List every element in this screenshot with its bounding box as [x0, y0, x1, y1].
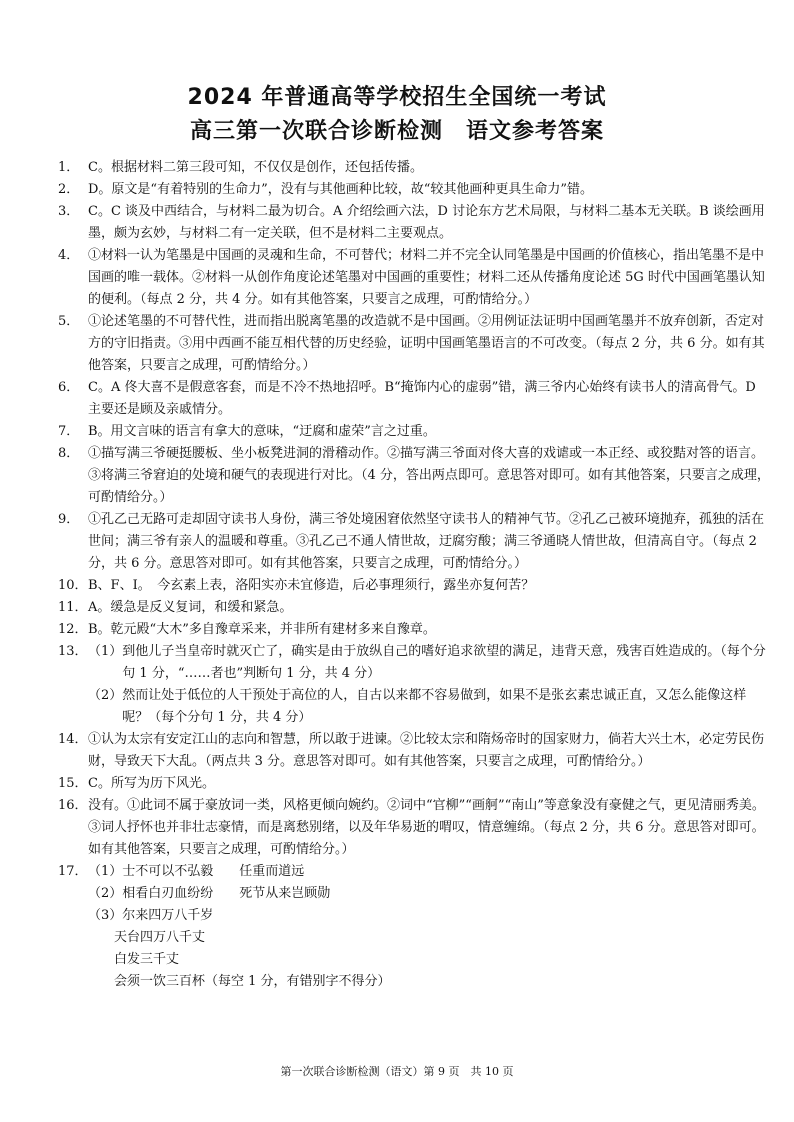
answer-item [58, 201, 770, 245]
answer-number: 12． [58, 622, 88, 637]
part-text: 然而让处于低位的人干预处于高位的人，自古以来都不容易做到，如果不是张玄素忠诚正直，又怎么能像这样呢？（每个分句 1 分，共 4 分） [122, 688, 747, 725]
part-label: （3） [88, 908, 123, 923]
answer-text: C。A 佟大喜不是假意客套，而是不冷不热地招呼。B“掩饰内心的虚弱”错，满三爷内心始终有读书人的清高骨气。D 主要还是顾及亲戚情分。 [88, 380, 756, 417]
answer-item [58, 157, 770, 179]
answer-number: 11． [58, 600, 88, 615]
answer-number: 15． [58, 776, 88, 791]
blank-answer: 白发三千丈 [114, 952, 180, 967]
answer-item [58, 773, 770, 795]
answer-number: 3． [58, 204, 80, 219]
answer-item-17 [58, 861, 770, 993]
answer-number: 13． [58, 644, 88, 659]
part-label: （2） [88, 886, 123, 901]
answer-number: 10． [58, 578, 88, 593]
answer-item [58, 311, 770, 377]
answer-item [58, 179, 770, 201]
blank-answer: 相看白刃血纷纷 [122, 886, 214, 901]
answer-number: 1． [58, 160, 80, 175]
answer-text: ①材料一认为笔墨是中国画的灵魂和生命，不可替代；材料二并不完全认同笔墨是中国画的价值核心，指出笔墨不是中国画的唯一载体。②材料一从创作角度论述笔墨对中国画的重要性；材料二还从传播角度论述 5G 时代中国画笔墨认知的便利。（每点 2 分，共 4 分。如有其他答案，只要言之成理，可酌情给分。） [88, 248, 765, 307]
answer-item [58, 619, 770, 641]
answer-number: 14． [58, 732, 88, 747]
answer-item [58, 421, 770, 443]
answer-number: 6． [58, 380, 80, 395]
answer-item-13 [58, 641, 770, 729]
answer-item [58, 377, 770, 421]
doc-subtitle: 高三第一次联合诊断检测 语文参考答案 [189, 119, 604, 144]
answer-item [58, 443, 770, 509]
answer-item [58, 575, 770, 597]
answer-item [58, 509, 770, 575]
blank-answer: 死节从来岂顾勋 [239, 886, 331, 901]
part-text: 到他儿子当皇帝时就灭亡了，确实是由于放纵自己的嗜好追求欲望的满足，违背天意，残害百姓造成的。（每个分句 1 分，“……者也”判断句 1 分，共 4 分） [122, 644, 766, 681]
answer-number: 17． [58, 864, 88, 879]
answer-text: D。原文是“有着特别的生命力”，没有与其他画种比较，故“较其他画种更具生命力”错。 [88, 182, 594, 197]
answer-text: ①孔乙己无路可走却固守读书人身份，满三爷处境困窘依然坚守读书人的精神气节。②孔乙己被环境抛弃，孤独的活在世间；满三爷有亲人的温暖和尊重。③孔乙己不通人情世故，迂腐穷酸；满三爷通晓人情世故，但清高自守。（每点 2 分，共 6 分。意思答对即可。如有其他答案，只要言之成理，可酌情给分。） [88, 512, 765, 571]
blank-answer: 会须一饮三百杯（每空 1 分，有错别字不得分） [114, 974, 391, 989]
part-label: （2） [88, 688, 123, 703]
answer-text: A。缓急是反义复词，和缓和紧急。 [88, 600, 293, 615]
answer-item [58, 729, 770, 773]
answer-number: 9． [58, 512, 80, 527]
answer-text: C。C 谈及中西结合，与材料二最为切合。A 介绍绘画六法，D 讨论东方艺术局限，与材料二基本无关联。B 谈绘画用墨，颇为玄妙，与材料二有一定关联，但不是材料二主要观点。 [88, 204, 765, 241]
answer-number: 2． [58, 182, 80, 197]
answer-text: C。所写为历下风光。 [88, 776, 215, 791]
answer-text: ①认为太宗有安定江山的志向和智慧，所以敢于进谏。②比较太宗和隋炀帝时的国家财力，倘若大兴土木，必定劳民伤财，导致天下大乱。（两点共 3 分。意思答对即可。如有其他答案，只要言之成理，可酌情给分。） [88, 732, 765, 769]
answers-body [58, 157, 770, 993]
blank-answer: 士不可以不弘毅 [122, 864, 214, 879]
blank-answer: 任重而道远 [239, 864, 305, 879]
answer-text: B。用文言味的语言有拿大的意味，“迂腐和虚荣”言之过重。 [88, 424, 436, 439]
answer-item [58, 245, 770, 311]
answer-item [58, 597, 770, 619]
answer-number: 5． [58, 314, 80, 329]
answer-number: 8． [58, 446, 80, 461]
answer-text: B。乾元殿“大木”多自豫章采来，并非所有建材多来自豫章。 [88, 622, 436, 637]
answer-number: 16． [58, 798, 88, 813]
part-label: （1） [88, 644, 123, 659]
blank-answer: 尔来四万八千岁 [122, 908, 214, 923]
answer-text: ①描写满三爷硬挺腰板、坐小板凳进洞的滑稽动作。②描写满三爷面对佟大喜的戏谑或一本正经、或狡黠对答的语言。③将满三爷窘迫的处境和硬气的表现进行对比。（4 分，答出两点即可。意思答对即可。如有其他答案，只要言之成理，可酌情给分。） [88, 446, 770, 505]
answer-item [58, 795, 770, 861]
answer-text: B、F、I。 今玄素上表，洛阳实亦未宜修造，后必事理须行，露坐亦复何苦？ [88, 578, 535, 593]
part-label: （1） [88, 864, 123, 879]
answer-text: C。根据材料二第三段可知，不仅仅是创作，还包括传播。 [88, 160, 423, 175]
page-footer: 第一次联合诊断检测（语文）第 9 页 共 10 页 [280, 1065, 514, 1078]
answer-number: 4． [58, 248, 80, 263]
answer-text: 没有。①此词不属于豪放词一类，风格更倾向婉约。②词中“官柳”“画舸”“南山”等意象没有豪健之气，更见清丽秀美。③词人抒怀也并非壮志豪情，而是离愁别绪，以及年华易逝的喟叹，情意缠绵。（每点 2 分，共 6 分。意思答对即可。如有其他答案，只要言之成理，可酌情给分。） [88, 798, 765, 857]
answer-text: ①论述笔墨的不可替代性，进而指出脱离笔墨的改造就不是中国画。②用例证法证明中国画笔墨并不放弃创新，否定对方的守旧指责。③用中西画不能互相代替的历史经验，证明中国画笔墨语言的不可改变。（每点 2 分，共 6 分。如有其他答案，只要言之成理，可酌情给分。） [88, 314, 765, 373]
doc-title: 2024 年普通高等学校招生全国统一考试 [187, 85, 607, 110]
blank-answer: 天台四万八千丈 [114, 930, 206, 945]
answer-number: 7． [58, 424, 80, 439]
